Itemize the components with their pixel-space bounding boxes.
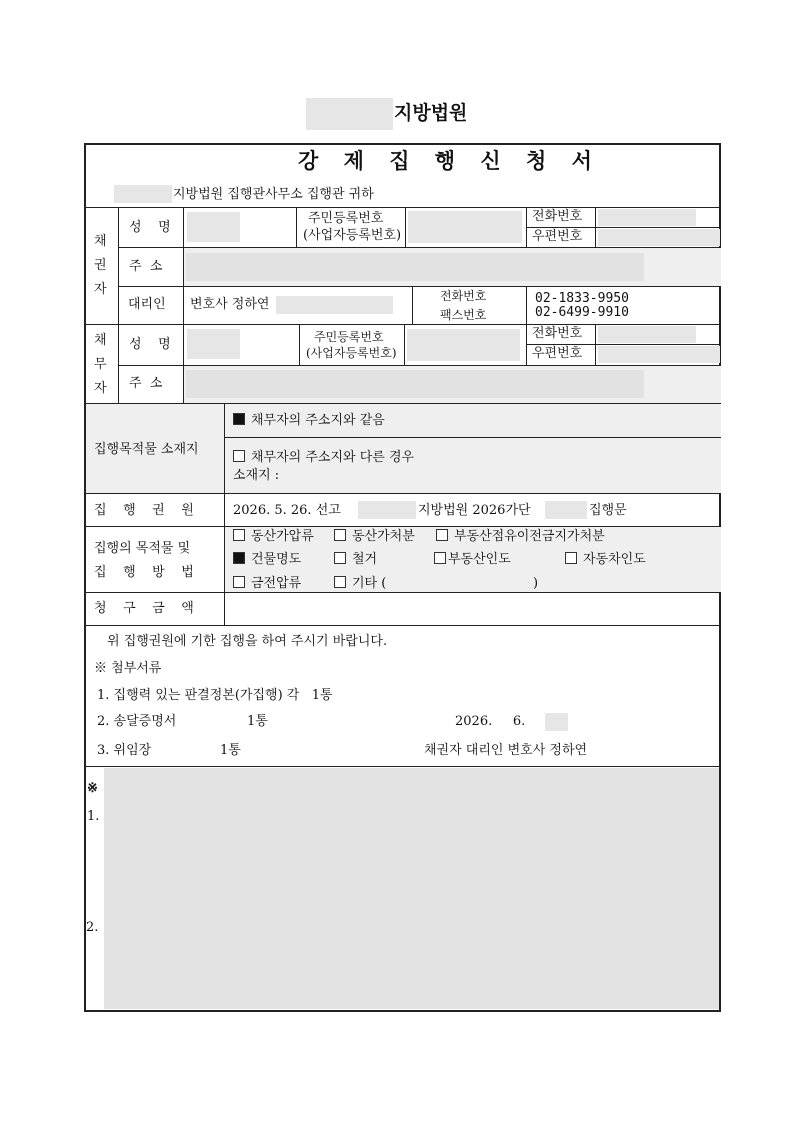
redacted-date-day <box>545 713 568 731</box>
option-label: 부동산인도 <box>448 552 511 567</box>
attachment-item-2: 2. 송달증명서 <box>97 714 177 729</box>
rule <box>299 324 300 365</box>
redacted-creditor-address <box>186 253 644 281</box>
agent-phone: 02-1833-9950 <box>535 291 629 306</box>
checkbox-money-seizure[interactable] <box>233 576 245 588</box>
rule <box>85 766 721 767</box>
redacted-notes <box>104 768 719 1009</box>
option-label: 자동차인도 <box>583 552 646 567</box>
debtor-postal-label: 우편번호 <box>532 346 583 361</box>
agent-fax: 02-6499-9910 <box>535 305 629 320</box>
creditor-postal-label: 우편번호 <box>532 229 583 244</box>
rule <box>296 207 297 247</box>
redacted-agent-info <box>276 296 393 314</box>
attachment-item-3: 3. 위임장 <box>97 743 152 758</box>
attachment-item-1: 1. 집행력 있는 판결정본(가집행) 각 1통 <box>97 688 333 703</box>
option-other[interactable] <box>334 576 386 592</box>
checkbox-other[interactable] <box>334 576 346 588</box>
creditor-address-label: 주 소 <box>129 259 163 274</box>
same-address-text: 채무자의 주소지와 같음 <box>251 413 385 428</box>
same-address-option[interactable] <box>233 413 385 429</box>
option-money-seizure[interactable] <box>233 576 301 592</box>
debtor-phone-label: 전화번호 <box>532 326 583 341</box>
checkbox-real-estate-delivery[interactable] <box>434 552 446 564</box>
checkbox-possession-transfer-ban[interactable] <box>436 529 448 541</box>
checkbox-building-surrender[interactable] <box>233 552 245 564</box>
checkbox-different-address[interactable] <box>233 450 245 462</box>
agent-fax-label: 팩스번호 <box>440 308 487 322</box>
title-of-execution-text-3: 집행문 <box>589 503 627 518</box>
redacted-creditor-id <box>408 211 522 243</box>
request-statement: 위 집행권원에 기한 집행을 하여 주시기 바랍니다. <box>107 634 388 649</box>
note-number-1: 1. <box>87 809 100 824</box>
option-label: 건물명도 <box>251 552 302 567</box>
option-label: 철거 <box>352 552 378 567</box>
rule <box>526 286 527 324</box>
option-building-surrender[interactable] <box>233 552 301 568</box>
creditor-phone-label: 전화번호 <box>532 209 583 224</box>
option-demolition[interactable] <box>334 552 377 568</box>
rule <box>85 324 721 325</box>
court-heading: 지방법원 <box>394 102 468 124</box>
agent-value: 변호사 정하연 <box>190 297 270 312</box>
checkbox-movable-injunction[interactable] <box>334 529 346 541</box>
rule <box>404 324 405 365</box>
redacted-creditor-name <box>187 212 240 242</box>
rule <box>85 625 721 626</box>
option-label: 동산가처분 <box>352 529 415 544</box>
signer: 채권자 대리인 변호사 정하연 <box>424 743 588 758</box>
rule <box>526 227 721 228</box>
creditor-label-2: 권 <box>94 258 107 273</box>
note-number-2: 2. <box>86 920 99 935</box>
rule <box>224 437 721 438</box>
claim-amount-field[interactable] <box>226 594 720 624</box>
redacted-case-number <box>545 501 587 519</box>
option-vehicle-delivery[interactable] <box>565 552 646 568</box>
option-movable-seizure[interactable] <box>233 529 314 545</box>
debtor-id-label-sub: (사업자등록번호) <box>306 346 397 360</box>
claim-label: 청 구 금 액 <box>94 601 194 616</box>
rule <box>118 324 119 403</box>
redacted-judgment-court <box>358 501 416 519</box>
option-movable-injunction[interactable] <box>334 529 415 545</box>
checkbox-movable-seizure[interactable] <box>233 529 245 541</box>
agent-label: 대리인 <box>128 297 166 312</box>
addressee: 지방법원 집행관사무소 집행관 귀하 <box>173 187 374 202</box>
option-label: 동산가압류 <box>251 529 314 544</box>
attachments-label: ※ 첨부서류 <box>94 661 162 676</box>
notes-mark: ※ <box>87 781 98 796</box>
redacted-debtor-id <box>407 329 520 361</box>
checkbox-demolition[interactable] <box>334 552 346 564</box>
attachment-item-3-count: 1통 <box>220 743 241 758</box>
rule <box>85 592 721 593</box>
option-real-estate-delivery[interactable] <box>434 552 511 568</box>
method-label-1: 집행의 목적물 및 <box>94 541 191 556</box>
debtor-label-2: 무 <box>94 357 107 372</box>
redacted-creditor-postal <box>598 229 720 246</box>
checkbox-vehicle-delivery[interactable] <box>565 552 577 564</box>
checkbox-same-address[interactable] <box>233 413 245 425</box>
rule <box>526 344 721 345</box>
location-label: 집행목적물 소재지 <box>94 442 199 457</box>
option-label: 금전압류 <box>251 576 302 591</box>
rule <box>595 324 596 365</box>
rule <box>595 207 596 247</box>
debtor-address-label: 주 소 <box>129 376 163 391</box>
rule <box>412 286 413 324</box>
debtor-id-label: 주민등록번호 <box>314 330 384 344</box>
redacted-debtor-postal <box>598 346 720 363</box>
debtor-label-3: 자 <box>94 381 107 396</box>
redacted-debtor-name <box>187 329 240 359</box>
option-possession-transfer-ban[interactable] <box>436 529 605 545</box>
attachment-item-2-count: 1통 <box>247 714 268 729</box>
rule <box>118 286 721 287</box>
title-of-execution-text-2: 지방법원 2026가단 <box>418 503 531 518</box>
debtor-name-label: 성 명 <box>129 337 171 352</box>
different-address-text: 채무자의 주소지와 다른 경우 <box>251 450 415 465</box>
creditor-label-1: 채 <box>94 234 107 249</box>
rule <box>405 207 406 247</box>
redacted-addressee-court <box>114 185 172 203</box>
option-label: 기타 ( <box>352 576 387 591</box>
debtor-label-1: 채 <box>94 333 107 348</box>
title-of-execution-label: 집 행 권 원 <box>94 503 194 518</box>
option-label: 부동산점유이전금지가처분 <box>454 529 605 544</box>
creditor-id-label-sub: (사업자등록번호) <box>303 228 402 243</box>
different-address-option[interactable] <box>233 450 414 466</box>
rule <box>85 493 721 494</box>
form-title: 강 제 집 행 신 청 서 <box>298 148 601 173</box>
redacted-creditor-phone <box>598 209 696 226</box>
method-label-2: 집 행 방 법 <box>94 565 194 580</box>
creditor-label-3: 자 <box>94 282 107 297</box>
agent-phone-label: 전화번호 <box>440 289 487 303</box>
redacted-debtor-address <box>186 370 644 398</box>
rule <box>118 207 119 324</box>
creditor-id-label: 주민등록번호 <box>308 211 384 226</box>
location-field-label: 소재지 : <box>233 468 280 483</box>
redacted-court-name <box>306 98 393 130</box>
option-other-close: ) <box>533 576 539 591</box>
creditor-name-label: 성 명 <box>129 220 171 235</box>
request-date: 2026. 6. <box>455 714 526 729</box>
title-of-execution-text-1: 2026. 5. 26. 선고 <box>233 503 341 518</box>
rule <box>85 207 721 208</box>
redacted-debtor-phone <box>598 326 696 343</box>
